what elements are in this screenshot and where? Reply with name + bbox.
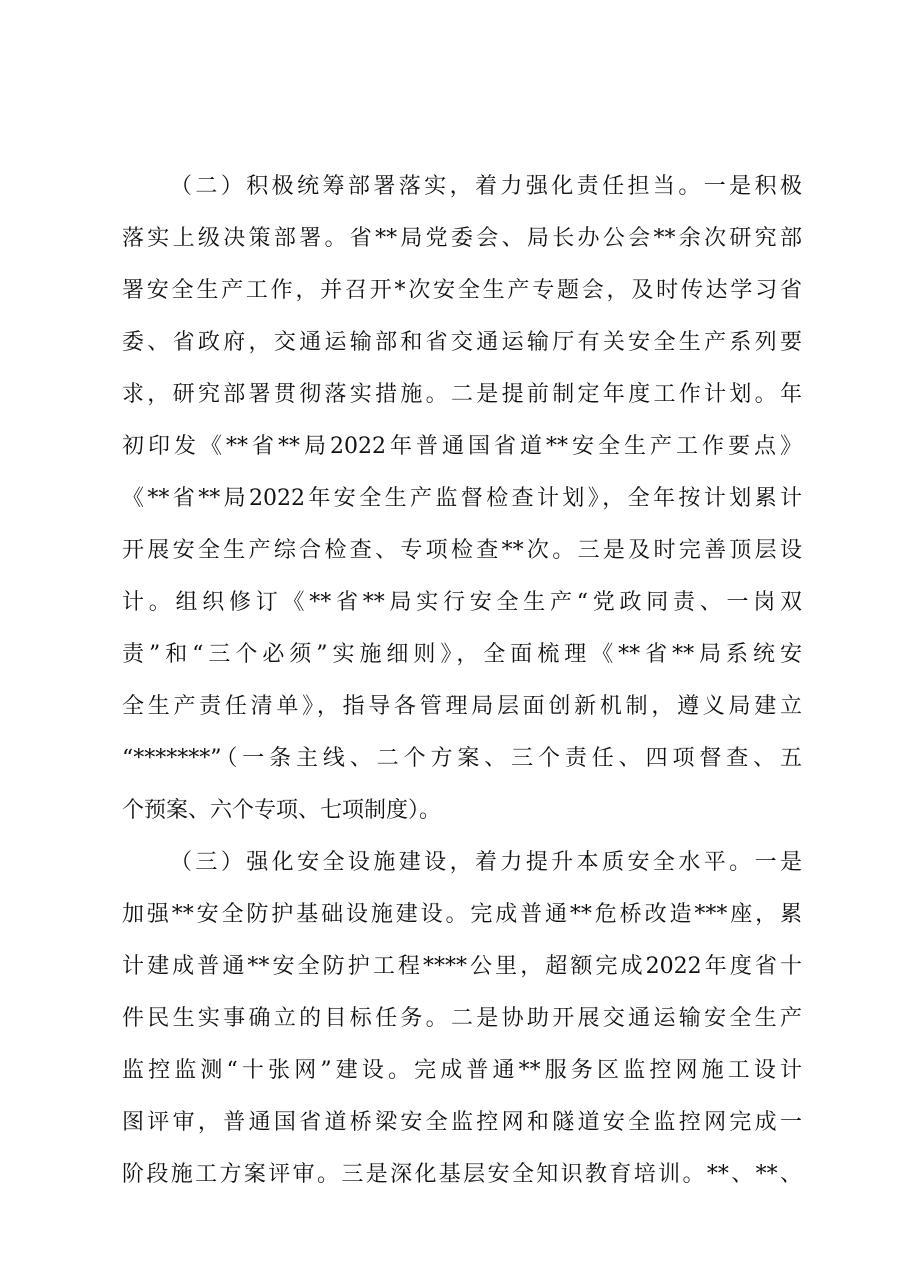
text-line: 件民生实事确立的目标任务。二是协助开展交通运输安全生产	[122, 1006, 802, 1031]
text-line: 落实上级决策部署。省**局党委会、局长办公会**余次研究部	[122, 226, 802, 251]
text-line: 求，研究部署贯彻落实措施。二是提前制定年度工作计划。年	[122, 382, 802, 407]
text-line: 阶段施工方案评审。三是深化基层安全知识教育培训。**、**、	[122, 1162, 802, 1187]
text-line: “*******”（一条主线、二个方案、三个责任、四项督查、五	[122, 746, 802, 771]
text-line: 委、省政府，交通运输部和省交通运输厅有关安全生产系列要	[122, 330, 802, 355]
text-line: 全生产责任清单》，指导各管理局层面创新机制，遵义局建立	[122, 694, 802, 719]
text-line: 计。组织修订《**省**局实行安全生产“党政同责、一岗双	[122, 590, 802, 615]
text-line: 计建成普通**安全防护工程****公里，超额完成2022年度省十	[122, 954, 802, 979]
text-line: （三）强化安全设施建设，着力提升本质安全水平。一是	[170, 850, 802, 875]
text-line: 图评审，普通国省道桥梁安全监控网和隧道安全监控网完成一	[122, 1110, 802, 1135]
text-line: 责”和“三个必须”实施细则》，全面梳理《**省**局系统安	[122, 642, 802, 667]
text-line: 监控监测“十张网”建设。完成普通**服务区监控网施工设计	[122, 1058, 802, 1083]
text-line: 开展安全生产综合检查、专项检查**次。三是及时完善顶层设	[122, 538, 802, 563]
text-line: 加强**安全防护基础设施建设。完成普通**危桥改造***座，累	[122, 902, 802, 927]
text-line: 署安全生产工作，并召开*次安全生产专题会，及时传达学习省	[122, 278, 802, 303]
text-line: 初印发《**省**局2022年普通国省道**安全生产工作要点》	[122, 434, 802, 459]
text-line: （二）积极统筹部署落实，着力强化责任担当。一是积极	[170, 174, 802, 199]
text-line: 《**省**局2022年安全生产监督检查计划》，全年按计划累计	[122, 486, 802, 511]
text-line: 个预案、六个专项、七项制度）。	[122, 798, 442, 823]
